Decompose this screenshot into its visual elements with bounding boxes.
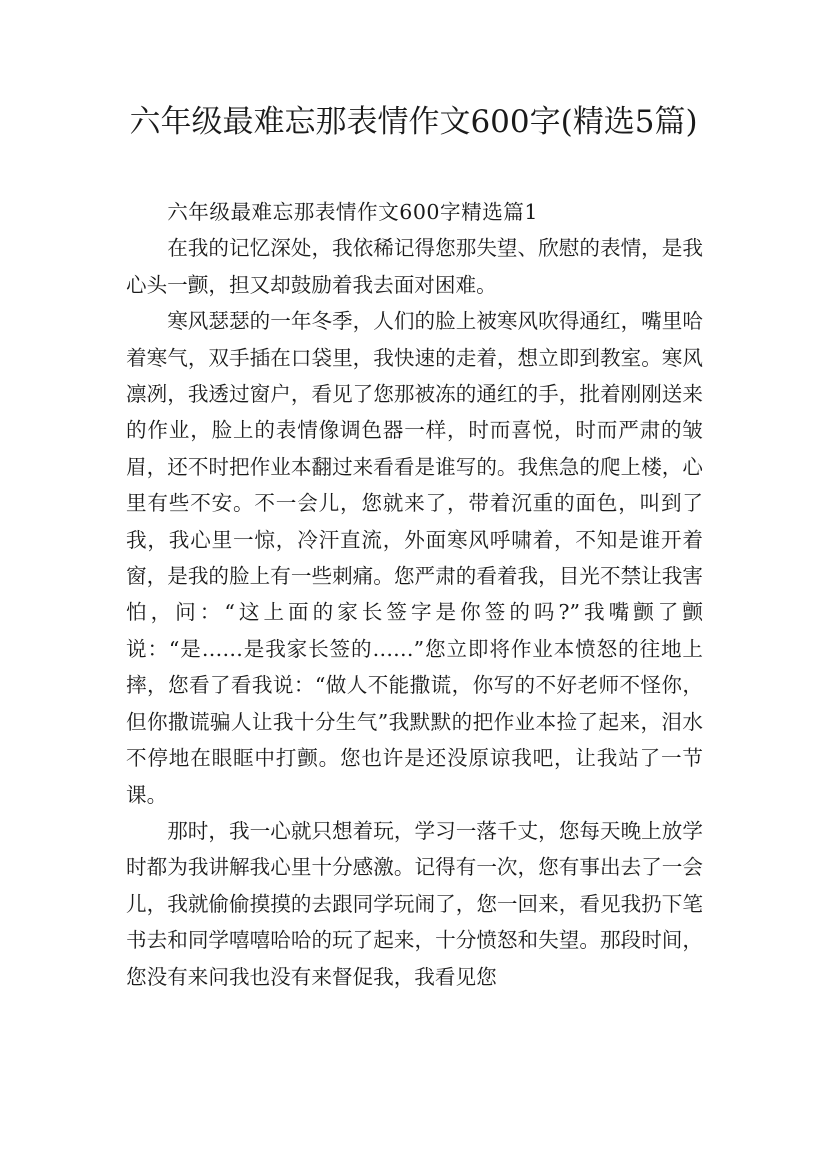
- paragraph: 那时，我一心就只想着玩，学习一落千丈，您每天晚上放学时都为我讲解我心里十分感激。记得有一次，您有事出去了一会儿，我就偷偷摸摸的去跟同学玩闹了，您一回来，看见我扔下笔书去和同学嘻嘻哈哈的玩了起来，十分愤怒和失望。那段时间，您没有来问我也没有来督促我，我看见您: [126, 818, 703, 989]
- section-heading: 六年级最难忘那表情作文600字精选篇1: [167, 200, 539, 224]
- document-title: 六年级最难忘那表情作文600字(精选5篇): [129, 104, 698, 140]
- paragraph: 寒风瑟瑟的一年冬季，人们的脸上被寒风吹得通红，嘴里哈着寒气，双手插在口袋里，我快速的走着，想立即到教室。寒风凛冽，我透过窗户，看见了您那被冻的通红的手，批着刚刚送来的作业，脸上的表情像调色器一样，时而喜悦，时而严肃的皱眉，还不时把作业本翻过来看看是谁写的。我焦急的爬上楼，心里有些不安。不一会儿，您就来了，带着沉重的面色，叫到了我，我心里一惊，冷汗直流，外面寒风呼啸着，不知是谁开着窗，是我的脸上有一些刺痛。您严肃的看着我，目光不禁让我害怕，问：“这上面的家长签字是你签的吗?”我嘴颤了颤说：“是……是我家长签的……”您立即将作业本愤怒的往地上摔，您看了看我说：“做人不能撒谎，你写的不好老师不怪你，但你撒谎骗人让我十分生气”我默默的把作业本捡了起来，泪水不停地在眼眶中打颤。您也许是还没原谅我吧，让我站了一节课。: [126, 309, 703, 807]
- paragraph: 在我的记忆深处，我依稀记得您那失望、欣慰的表情，是我心头一颤，担又却鼓励着我去面对困难。: [126, 236, 703, 297]
- document-body: [126, 194, 703, 995]
